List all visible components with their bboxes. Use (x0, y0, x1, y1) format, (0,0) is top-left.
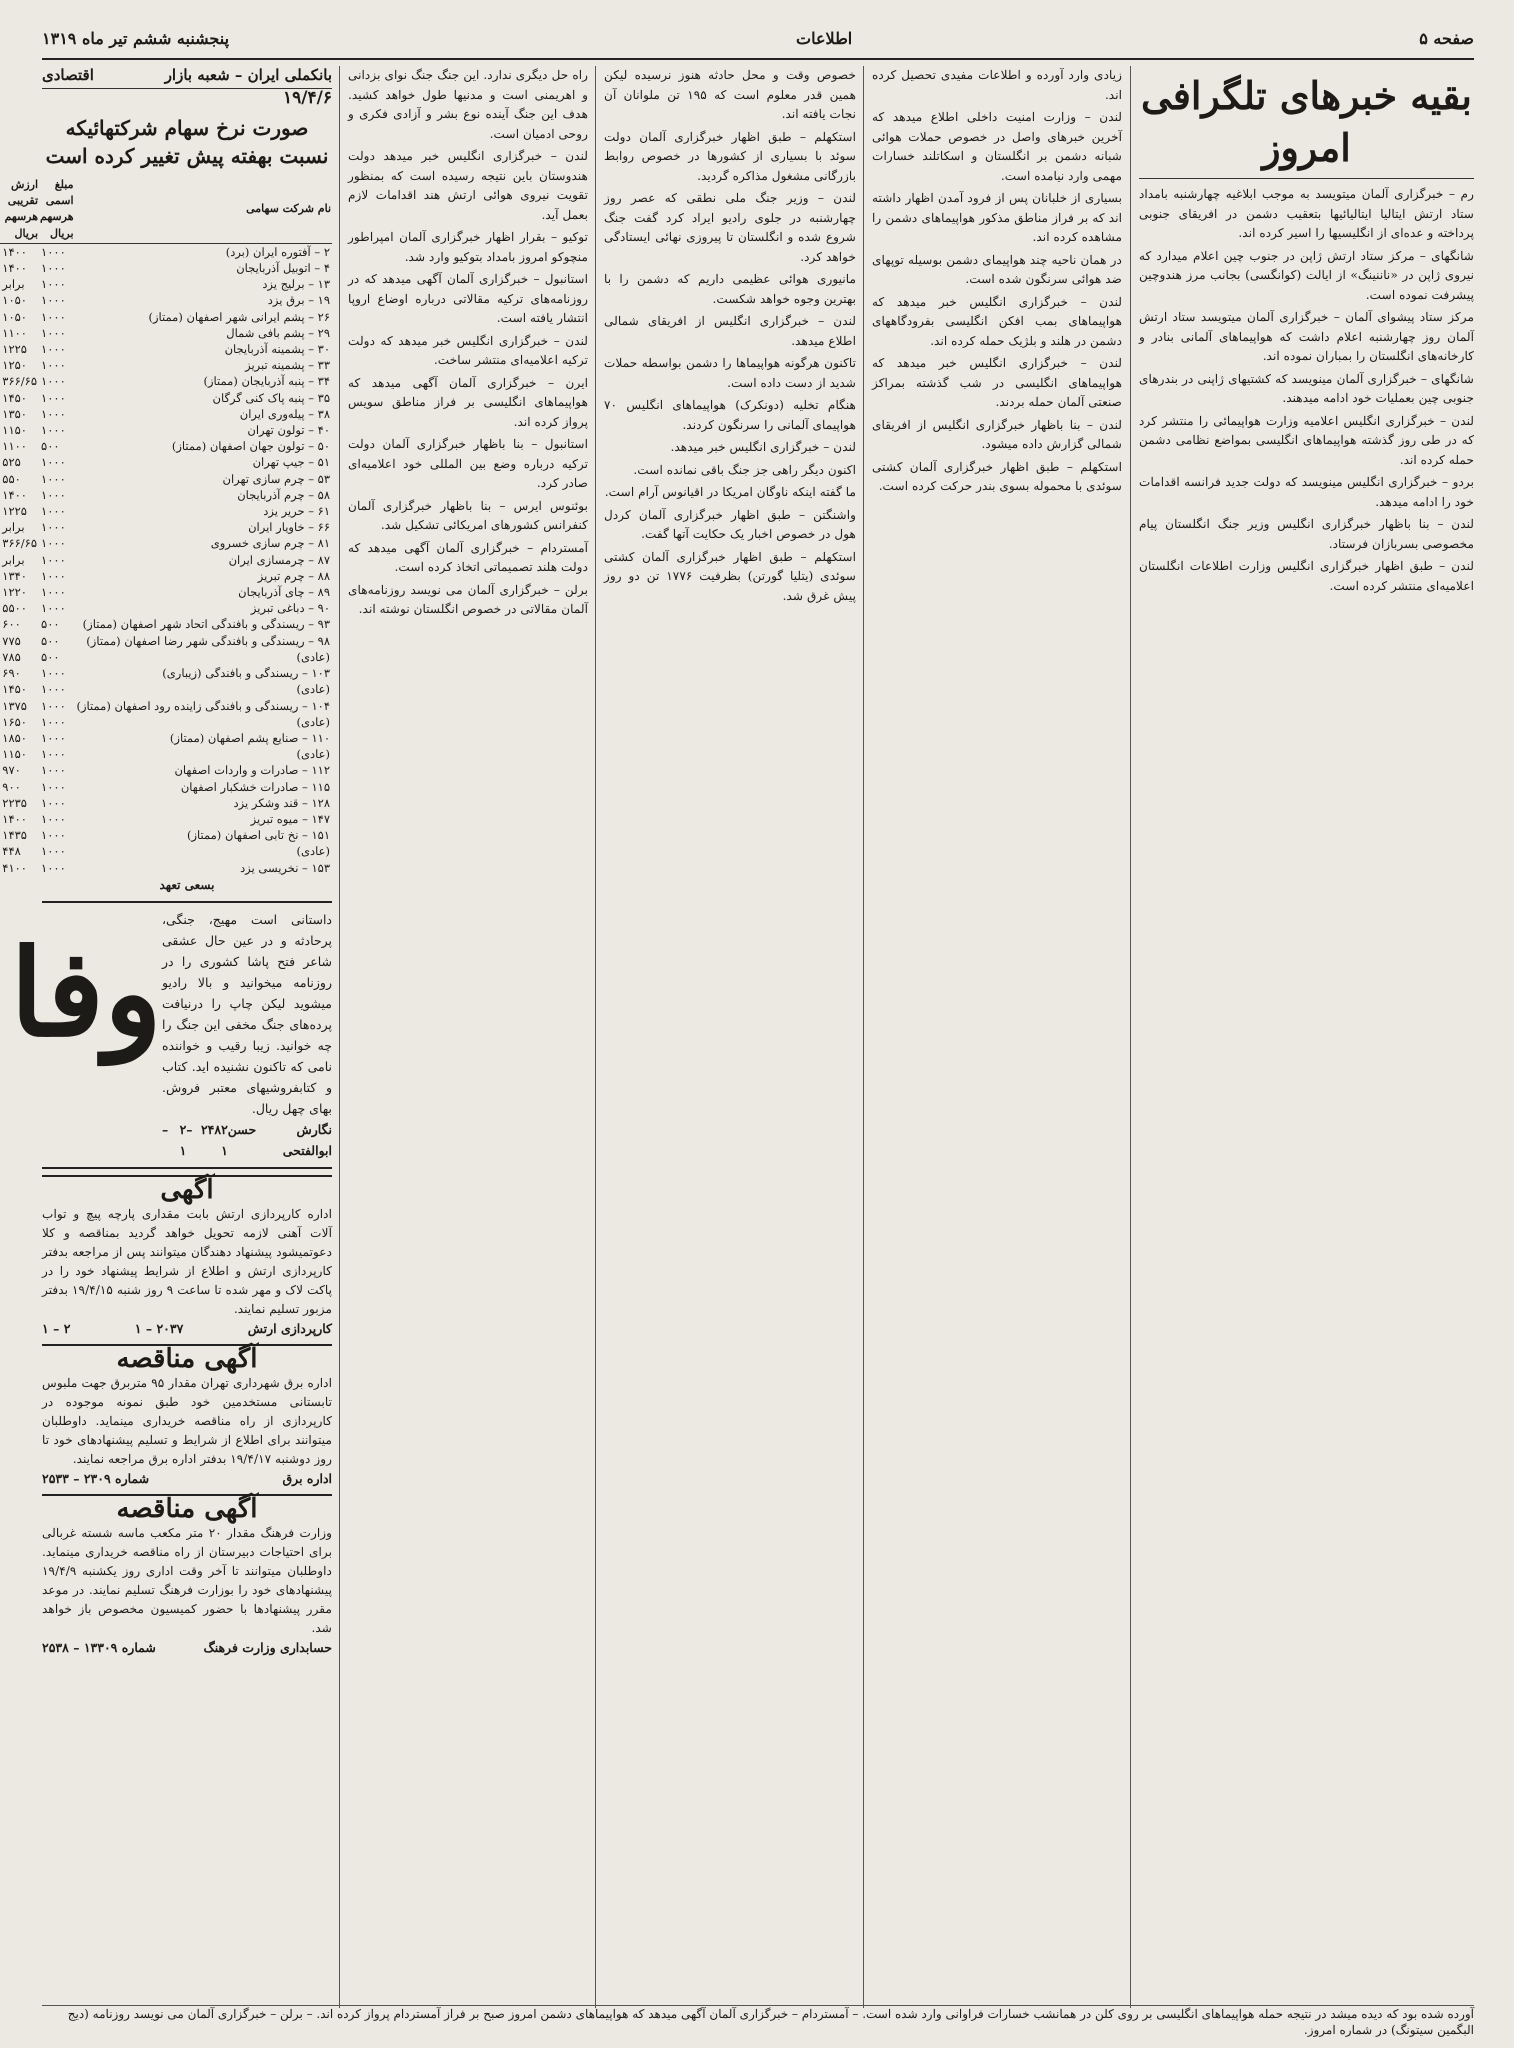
ad-sig: حسابداری وزارت فرهنگ (203, 1639, 332, 1655)
news-item: لندن – خبرگزاری انگلیس خبر میدهد دولت هندوستان باین نتیجه رسیده است که بمنظور تقویت نیروی هوائی ارتش هند اقدامات لازم بعمل آید. (348, 149, 588, 222)
masthead (42, 18, 1474, 60)
column-economy-ads (2, 66, 332, 2008)
nominal-value: ۱۰۰۰ (41, 828, 66, 843)
table-row (0, 600, 332, 616)
column-telegraph-news (1139, 66, 1474, 2008)
table-row (0, 552, 332, 568)
nominal-value: ۵۰۰ (41, 617, 60, 632)
news-item: شانگهای – مرکز ستاد ارتش ژاپن در جنوب چین اعلام میدارد که نیروی ژاپن در «ناننینگ» از ایالت (کوانگسی) بجانب مرز هندوچین پیشرفت نموده است. (1139, 248, 1474, 302)
company-name: (عادی) (296, 747, 330, 762)
news-item: رم – خبرگزاری آلمان میتویسد به موجب ابلاغیه چهارشنبه بامداد ستاد ارتش ایتالیا ایتالیائیها بتعقیب دشمن در افریقای جنوبی پرداخته و عده‌ای از انگلیسیها را اسیر کرده اند. (1139, 187, 1474, 240)
approx-value: ۲۲۳۵ (2, 795, 27, 810)
table-row (0, 276, 332, 292)
table-row (0, 746, 332, 762)
news-item: لندن – خبرگزاری انگلیس خبر میدهد که هواپیماهای بمب افکن انگلیسی بفرودگاههای دشمن در هلند و بلژیک حمله کرده اند. (872, 294, 1122, 348)
approx-value: ۱۲۲۵ (2, 342, 27, 357)
vafa-code: ۲۴۸۲ – ۱ (186, 1122, 228, 1159)
approx-value: ۱۴۰۰ (2, 487, 27, 502)
news-item: استانبول – خبرگزاری آلمان آگهی میدهد که در روزنامه‌های ترکیه مقالاتی درباره اوضاع اروپا انتشار یافته است. (348, 272, 588, 325)
nominal-value: ۵۰۰ (41, 439, 60, 454)
news-item: واشنگتن – طبق اظهار خبرگزاری آلمان کردل هول در خصوص اخبار یک حکایت آتها گفت. (604, 507, 856, 541)
vafa-num: ۲ – ۱ (161, 1122, 187, 1159)
approx-value: ۱۶۵۰ (2, 714, 27, 729)
vafa-signature (162, 1119, 332, 1161)
company-name: ۹۸ – ریسندگی و بافندگی شهر رضا اصفهان (ممتاز) (86, 633, 330, 648)
table-row (0, 357, 332, 373)
table-row (0, 390, 332, 406)
company-name: ۳۸ – پیله‌وری ایران (239, 406, 330, 421)
table-row (0, 422, 332, 438)
approx-value: ۱۴۵۰ (2, 682, 27, 697)
company-name: ۵۱ – جیپ تهران (252, 455, 330, 470)
column-rule (595, 66, 596, 2008)
table-row (0, 730, 332, 746)
news-item: لندن – خبرگزاری انگلیس خبر میدهد که هواپیماهای انگلیسی در شب گذشته بمراکز صنعتی آلمان حمله بردند. (872, 356, 1122, 409)
nominal-value: ۱۰۰۰ (41, 763, 66, 778)
table-row (0, 665, 332, 681)
approx-value: ۱۳۴۰ (2, 568, 27, 583)
table-header-row (0, 176, 332, 243)
table-row (0, 795, 332, 811)
approx-value: ۱۱۵۰ (2, 423, 27, 438)
nominal-value: ۱۰۰۰ (41, 682, 66, 697)
company-name: ۴۰ – تولون تهران (247, 423, 330, 438)
column-header: ارزش تقریبی هرسهم بریال (0, 176, 39, 243)
news-item: آمستردام – خبرگزاری آلمان آگهی میدهد که دولت هلند تصمیماتی اتخاذ کرده است. (348, 540, 588, 574)
company-name: ۴ – اتوبیل آذربایجان (236, 261, 330, 276)
news-item: بوئنوس ایرس – بنا باظهار خبرگزاری آلمان کنفرانس کشورهای امریکائی تشکیل شد. (348, 498, 588, 532)
nominal-value: ۱۰۰۰ (41, 471, 66, 486)
paper-name: اطلاعات (796, 28, 853, 48)
news-item: توکیو – بقرار اظهار خبرگزاری آلمان امپراطور منچوکو امروز بامداد بتوکیو وارد شد. (348, 230, 588, 264)
news-item: لندن – بنا باظهار خبرگزاری انگلیس وزیر جنگ انگلستان پیام مخصوصی بسربازان فرستاد. (1139, 517, 1474, 551)
column-news-4 (348, 66, 588, 2008)
news-item: راه حل دیگری ندارد. این جنگ جنگ نوای بزدانی و اهریمنی است و مدنیها طول خواهد کشید. هدف این جنگ آینده نوع بشر و آزادی فکری و روحی ادمیان است. (348, 68, 588, 141)
table-row (0, 243, 332, 260)
ad-code: شماره ۲۳۰۹ – ۲۵۳۳ (42, 1470, 150, 1486)
ad-sig: اداره برق (282, 1470, 332, 1486)
news-item: بردو – خبرگزاری انگلیس مینویسد که دولت جدید فرانسه اقدامات خود را ادامه میدهد. (1139, 475, 1474, 509)
vafa-author: نگارش حسن ابوالفتحی (227, 1122, 332, 1159)
vafa-book-ad (10, 901, 332, 1169)
nominal-value: ۱۰۰۰ (41, 504, 66, 519)
column-rule (339, 66, 340, 2008)
table-row (0, 406, 332, 422)
approx-value: ۱۴۵۰ (2, 390, 27, 405)
table-row (0, 698, 332, 714)
company-name: ۳۳ – پشمینه تبریز (245, 358, 330, 373)
nominal-value: ۱۰۰۰ (41, 358, 66, 373)
nominal-value: ۱۰۰۰ (41, 714, 66, 729)
ad-body: اداره کارپردازی ارتش بابت مقداری پارچه پیچ و تواب آلات آهنی لازمه تحویل خواهد گردید بمناقصه و کلا دعوتمیشود پیشنهاد دهندگان میتوانند پس از مراجعه بدفتر کارپردازی ارتش و اطلاع از شرایط پیشنهاد خود را در پاکت لاک و مهر شده تا ساعت ۹ روز شنبه ۱۹/۴/۱۵ بدفتر مزبور تسلیم نمایند. (42, 1206, 332, 1316)
company-name: ۱۰۳ – ریسندگی و بافندگی (زیباری) (162, 666, 330, 681)
nominal-value: ۱۰۰۰ (41, 585, 66, 600)
news-item: استکهلم – طبق اظهار خبرگزاری آلمان کشتی سوئدی (یتلیا گورتن) بظرفیت ۱۷۷۶ تن دو روز پیش غرق شد. (604, 549, 856, 603)
approx-value: ۷۷۵ (2, 633, 21, 648)
ad-body: وزارت فرهنگ مقدار ۲۰ متر مکعب ماسه شسته غربالی برای احتیاجات دبیرستان از راه مناقصه خریداری مینماید. داوطلبان میتوانند تا آخر وقت اداری روز یکشنبه ۱۹/۴/۹ پیشنهادهای خود را بوزارت فرهنگ تسلیم نمایند. در موعد مقرر پیشنهادها با حضور کمیسیون مخصوص باز خواهد شد. (42, 1525, 332, 1635)
company-name: ۳۴ – پنبه آذربایجان (ممتاز) (203, 374, 330, 389)
table-row (0, 519, 332, 535)
table-row (0, 779, 332, 795)
vafa-description: داستانی است مهیج، جنگی، پرحادثه و در عین حال عشقی شاعر فتح پاشا کشوری را در روزنامه میخوانید و بالا رادیو میشوید لیکن چاپ را درنیافت پرده‌های جنگ مخفی این جنگ را چه خوانید. زیبا رقیب و خواننده نامی که تاکنون نشنیده اید. کتاب و کتابفروشیهای معتبر فروش. بهای چهل ریال. (162, 912, 332, 1117)
approx-value: ۱۳۵۰ (2, 406, 27, 421)
approx-value: برابر (2, 277, 25, 292)
news-item: لندن – خبرگزاری انگلیس از افریقای شمالی اطلاع میدهد. (604, 314, 856, 348)
company-name: ۱۰۴ – ریسندگی و بافندگی زاینده رود اصفهان (ممتاز) (76, 698, 330, 713)
table-row (0, 827, 332, 843)
company-name: ۳۵ – پنبه پاک کنی گرگان (212, 390, 330, 405)
approx-value: ۹۷۰ (2, 763, 21, 778)
company-name: (عادی) (296, 844, 330, 859)
company-name: ۱۱۵ – صادرات خشکبار اصفهان (180, 779, 330, 794)
table-row (0, 471, 332, 487)
news-item: در همان ناحیه چند هواپیمای دشمن بوسیله توپهای ضد هوائی سرنگون شده است. (872, 252, 1122, 286)
ad-title: آگهی (42, 1175, 332, 1201)
ad-title: آگهی مناقصه (42, 1494, 332, 1520)
approx-value: ۱۰۵۰ (2, 309, 27, 324)
nominal-value: ۱۰۰۰ (41, 730, 66, 745)
company-name: ۶۱ – حریر یزد (263, 504, 330, 519)
news-item: شانگهای – خبرگزاری آلمان مینویسد که کشتیهای ژاپنی در بندرهای جنوبی چین بعملیات خود ادامه میدهند. (1139, 371, 1474, 405)
table-row (0, 633, 332, 649)
page-number: صفحه ۵ (1419, 28, 1474, 48)
table-row (0, 438, 332, 454)
issue-date: پنجشنبه ششم تیر ماه ۱۳۱۹ (42, 28, 230, 48)
nominal-value: ۱۰۰۰ (41, 244, 66, 259)
news-item: اکنون دیگر راهی جز جنگ باقی نمانده است. (633, 462, 856, 477)
news-item: لندن – طبق اظهار خبرگزاری انگلیس وزارت اطلاعات انگلستان اعلامیه‌ای منتشر کرده است. (1139, 559, 1474, 593)
market-date: ۱۹/۴/۶ (283, 87, 332, 108)
company-name: ۹۰ – دباغی تبریز (250, 601, 330, 616)
company-name: ۱۵۱ – نخ تابی اصفهان (ممتاز) (186, 828, 330, 843)
market-footer: بسعی تعهد (159, 877, 215, 892)
nominal-value: ۱۰۰۰ (41, 747, 66, 762)
nominal-value: ۱۰۰۰ (41, 568, 66, 583)
ad-num: ۲ – ۱ (42, 1320, 71, 1336)
nominal-value: ۱۰۰۰ (41, 309, 66, 324)
approx-value: ۹۰۰ (2, 779, 21, 794)
table-row (0, 843, 332, 859)
nominal-value: ۱۰۰۰ (41, 293, 66, 308)
table-row (0, 503, 332, 519)
news-item: مرکز ستاد پیشوای آلمان – خبرگزاری آلمان میتویسد ستاد ارتش آلمان روز چهارشنبه اعلام داشت که هواپیماهای آلمانی بنادر و کارخانه‌های انگلستان را بمباران نموده اند. (1139, 310, 1474, 363)
table-row (0, 811, 332, 827)
market-title: صورت نرخ سهام شرکتهائیکه نسبت بهفته پیش تغییر کرده است (45, 116, 329, 168)
ad-body: اداره برق شهرداری تهران مقدار ۹۵ متربرق جهت ملبوس تابستانی مستخدمین خود طبق نمونه موجوده در کارپردازی از راه مناقصه خریداری مینماید. داوطلبان میتوانند برای اطلاع از شرایط و تسلیم پیشنهادهای خود تا روز دوشنبه ۱۹/۴/۱۷ بدفتر اداره برق مراجعه نمایند. (42, 1375, 332, 1466)
company-name: ۵۰ – تولون جهان اصفهان (ممتاز) (171, 439, 330, 454)
company-name: ۱۵۳ – نخریسی یزد (240, 860, 330, 875)
nominal-value: ۱۰۰۰ (41, 342, 66, 357)
column-news-3 (604, 66, 856, 2008)
company-name: ۶۶ – خاویار ایران (248, 520, 330, 535)
approx-value: ۱۲۲۰ (2, 585, 27, 600)
company-name: ۱۹ – برق یزد (267, 293, 330, 308)
news-item: ما گفته اینکه ناوگان امریکا در اقیانوس آرام است. (604, 485, 856, 499)
column-rule (1130, 66, 1131, 2008)
nominal-value: ۱۰۰۰ (41, 325, 66, 340)
table-row (0, 584, 332, 600)
news-item: لندن – وزارت امنیت داخلی اطلاع میدهد که آخرین خبرهای واصل در خصوص حملات هوائی شبانه دشمن بر انگلستان و اسکاتلند خسارات مهمی وارد نیامده است. (872, 110, 1122, 183)
company-name: ۱۱۰ – صنایع پشم اصفهان (ممتاز) (169, 730, 330, 745)
nominal-value: ۱۰۰۰ (41, 423, 66, 438)
share-rates-table (0, 176, 332, 876)
approx-value: ۱۴۰۰ (2, 244, 27, 259)
news-item: لندن – خبرگزاری انگلیس خبر میدهد که دولت ترکیه اعلامیه‌ای منتشر ساخت. (348, 333, 588, 367)
ad-code: شماره ۱۳۳۰۹ – ۲۵۳۸ (42, 1639, 156, 1655)
table-row (0, 649, 332, 665)
company-name: ۵۸ – چرم آذربایجان (237, 487, 330, 502)
news-item: لندن – خبرگزاری انگلیس اعلامیه وزارت هواپیمائی را منتشر کرد که در طی روز گذشته هواپیماهای انگلیسی بمواضع نظامی دشمن حمله کرده اند. (1139, 413, 1474, 467)
nominal-value: ۵۰۰ (41, 649, 60, 664)
news-item: ایرن – خبرگزاری آلمان آگهی میدهد که هواپیماهای انگلیسی بر فراز مناطق سویس پرواز کرده اند. (348, 375, 588, 429)
nominal-value: ۱۰۰۰ (41, 390, 66, 405)
table-row (0, 714, 332, 730)
approx-value: ۵۵۰ (2, 471, 21, 486)
approx-value: ۱۱۰۰ (2, 325, 27, 340)
column-header: مبلغ اسمی هرسهم بریال (39, 176, 74, 243)
approx-value: ۳۶۶/۶۵ (2, 374, 38, 389)
news-item: برلن – خبرگزاری آلمان می نویسد روزنامه‌های آلمان مقالاتی در خصوص انگلستان نوشته اند. (348, 582, 588, 616)
approx-value: برابر (2, 552, 25, 567)
market-header (42, 66, 332, 89)
nominal-value: ۱۰۰۰ (41, 795, 66, 810)
company-name: ۵۳ – چرم سازی تهران (222, 471, 330, 486)
table-row (0, 487, 332, 503)
market-branch: بانکملی ایران – شعبه بازار (164, 66, 332, 84)
nominal-value: ۱۰۰۰ (41, 860, 66, 875)
approx-value: ۱۴۳۵ (2, 828, 27, 843)
company-name: ۲۶ – پشم ایرانی شهر اصفهان (ممتاز) (148, 309, 330, 324)
table-row (0, 681, 332, 697)
ad-signature (42, 1638, 332, 1658)
nominal-value: ۱۰۰۰ (41, 601, 66, 616)
news-item: مانیوری هوائی عظیمی داریم که دشمن را با بهترین وجوه خواهد شکست. (604, 272, 856, 306)
nominal-value: ۱۰۰۰ (41, 698, 66, 713)
company-name: (عادی) (296, 649, 330, 664)
news-item: استکهلم – طبق اظهار خبرگزاری آلمان کشتی سوئدی با محموله بسوی بندر حرکت کرده است. (872, 459, 1122, 493)
vafa-title: وفا (10, 923, 162, 1065)
approx-value: ۱۴۰۰ (2, 811, 27, 826)
approx-value: ۳۶۶/۶۵ (2, 536, 38, 551)
approx-value: برابر (2, 520, 25, 535)
company-name: (عادی) (296, 714, 330, 729)
approx-value: ۱۳۷۵ (2, 698, 27, 713)
company-name: (عادی) (296, 682, 330, 697)
nominal-value: ۱۰۰۰ (41, 552, 66, 567)
approx-value: ۵۵۰۰ (2, 601, 27, 616)
company-name: ۸۷ – چرمسازی ایران (228, 552, 330, 567)
company-name: ۸۹ – چای آذربایجان (238, 585, 330, 600)
nominal-value: ۱۰۰۰ (41, 455, 66, 470)
approx-value: ۱۸۵۰ (2, 730, 27, 745)
company-name: ۳۰ – پشمینه آذربایجان (224, 342, 330, 357)
approx-value: ۶۰۰ (2, 617, 21, 632)
news-item: لندن – وزیر جنگ ملی نطقی که عصر روز چهارشنبه در جلوی رادیو ایراد کرد گفت جنگ شروع شده و انگلستان تا پیروزی نهائی ایستادگی خواهد کرد. (604, 191, 856, 264)
approx-value: ۵۲۵ (2, 455, 21, 470)
company-name: ۱۳ – برلیج یزد (262, 277, 330, 292)
column-rule (863, 66, 864, 2008)
news-item: استکهلم – طبق اظهار خبرگزاری آلمان دولت سوئد با بسیاری از کشورها در خصوص روابط بازرگانی مشغول مذاکره گردید. (604, 129, 856, 183)
nominal-value: ۱۰۰۰ (41, 406, 66, 421)
news-item: تاکنون هرگونه هواپیماها را دشمن بواسطه حملات شدید از دست داده است. (604, 356, 856, 390)
company-name: ۱۱۲ – صادرات و واردات اصفهان (174, 763, 330, 778)
approx-value: ۱۲۵۰ (2, 358, 27, 373)
news-item: هنگام تخلیه (دونکرک) هواپیماهای انگلیس ۷۰ هواپیمای آلمانی را سرنگون کردند. (604, 398, 856, 432)
news-item: بسیاری از خلبانان پس از فرود آمدن اظهار داشته اند که بر فراز مناطق مذکور هواپیماهای دشمن را مشاهده کرده اند. (872, 191, 1122, 244)
section-title: بقیه خبرهای تلگرافی امروز (1139, 70, 1474, 179)
nominal-value: ۵۰۰ (41, 633, 60, 648)
approx-value: ۱۱۵۰ (2, 747, 27, 762)
nominal-value: ۱۰۰۰ (41, 520, 66, 535)
company-name: ۲ – آفتوره ایران (برد) (225, 244, 330, 259)
column-header: نام شرکت سهامی (75, 176, 332, 243)
news-item: زیادی وارد آورده و اطلاعات مفیدی تحصیل کرده اند. (872, 68, 1122, 102)
news-item: استانبول – بنا باظهار خبرگزاری آلمان دولت ترکیه درباره وضع بین المللی خود اعلامیه‌ای صادر کرد. (348, 437, 588, 490)
table-row (0, 309, 332, 325)
ad-signature (42, 1469, 332, 1489)
table-row (0, 860, 332, 876)
table-row (0, 535, 332, 551)
approx-value: ۱۲۲۵ (2, 504, 27, 519)
table-row (0, 454, 332, 470)
ad-title: آگهی مناقصه (42, 1344, 332, 1370)
table-row (0, 260, 332, 276)
table-row (0, 616, 332, 632)
nominal-value: ۱۰۰۰ (41, 844, 66, 859)
table-row (0, 341, 332, 357)
ad-sig: کارپردازی ارتش (247, 1320, 332, 1336)
approx-value: ۶۹۰ (2, 666, 21, 681)
column-news-2 (872, 66, 1122, 2008)
nominal-value: ۱۰۰۰ (41, 536, 66, 551)
economy-label: اقتصادی (42, 66, 94, 84)
approx-value: ۴۱۰۰ (2, 860, 27, 875)
news-item: خصوص وقت و محل حادثه هنوز نرسیده لیکن همین قدر معلوم است که ۱۹۵ تن ملوانان آن نجات یافته اند. (604, 68, 857, 121)
table-row (0, 762, 332, 778)
approx-value: ۷۸۵ (2, 649, 21, 664)
news-item: لندن – بنا باظهار خبرگزاری انگلیس از افریقای شمالی گزارش داده میشود. (872, 417, 1122, 451)
company-name: ۱۴۷ – میوه تبریز (250, 811, 330, 826)
nominal-value: ۱۰۰۰ (41, 487, 66, 502)
ad-signature (42, 1319, 332, 1339)
company-name: ۸۸ – چرم تبریز (257, 568, 330, 583)
nominal-value: ۱۰۰۰ (41, 811, 66, 826)
news-item: لندن – خبرگزاری انگلیس خبر میدهد. (670, 440, 856, 454)
approx-value: ۱۰۵۰ (2, 293, 27, 308)
approx-value: ۱۱۰۰ (2, 439, 27, 454)
table-row (0, 292, 332, 308)
nominal-value: ۱۰۰۰ (41, 261, 66, 276)
approx-value: ۱۴۰۰ (2, 261, 27, 276)
approx-value: ۴۴۸ (2, 844, 21, 859)
bottom-note: آورده شده بود که دیده میشد در نتیجه حمله هواپیماهای انگلیسی بر روی کلن در همانشب خسارات فراوانی وارد شده است. – آمستردام – خبرگزاری آلمان آگهی میدهد که هواپیماهای دشمن امروز صبح بر فراز آمستردام پرواز کرده اند. – برلن – خبرگزاری آلمان می نویسد روزنامه (دیج البگمین سیتونگ) در شماره امروز. (42, 2005, 1474, 2038)
table-row (0, 568, 332, 584)
table-row (0, 373, 332, 389)
nominal-value: ۱۰۰۰ (41, 374, 66, 389)
nominal-value: ۱۰۰۰ (41, 779, 66, 794)
company-name: ۱۲۸ – قند وشکر یزد (233, 795, 330, 810)
ad-code: ۲۰۳۷ – ۱ (134, 1320, 184, 1336)
nominal-value: ۱۰۰۰ (41, 666, 66, 681)
company-name: ۸۱ – چرم سازی خسروی (210, 536, 330, 551)
table-row (0, 325, 332, 341)
company-name: ۹۳ – ریسندگی و بافندگی اتحاد شهر اصفهان (ممتاز) (82, 617, 330, 632)
company-name: ۲۹ – پشم بافی شمال (226, 325, 330, 340)
nominal-value: ۱۰۰۰ (41, 277, 66, 292)
